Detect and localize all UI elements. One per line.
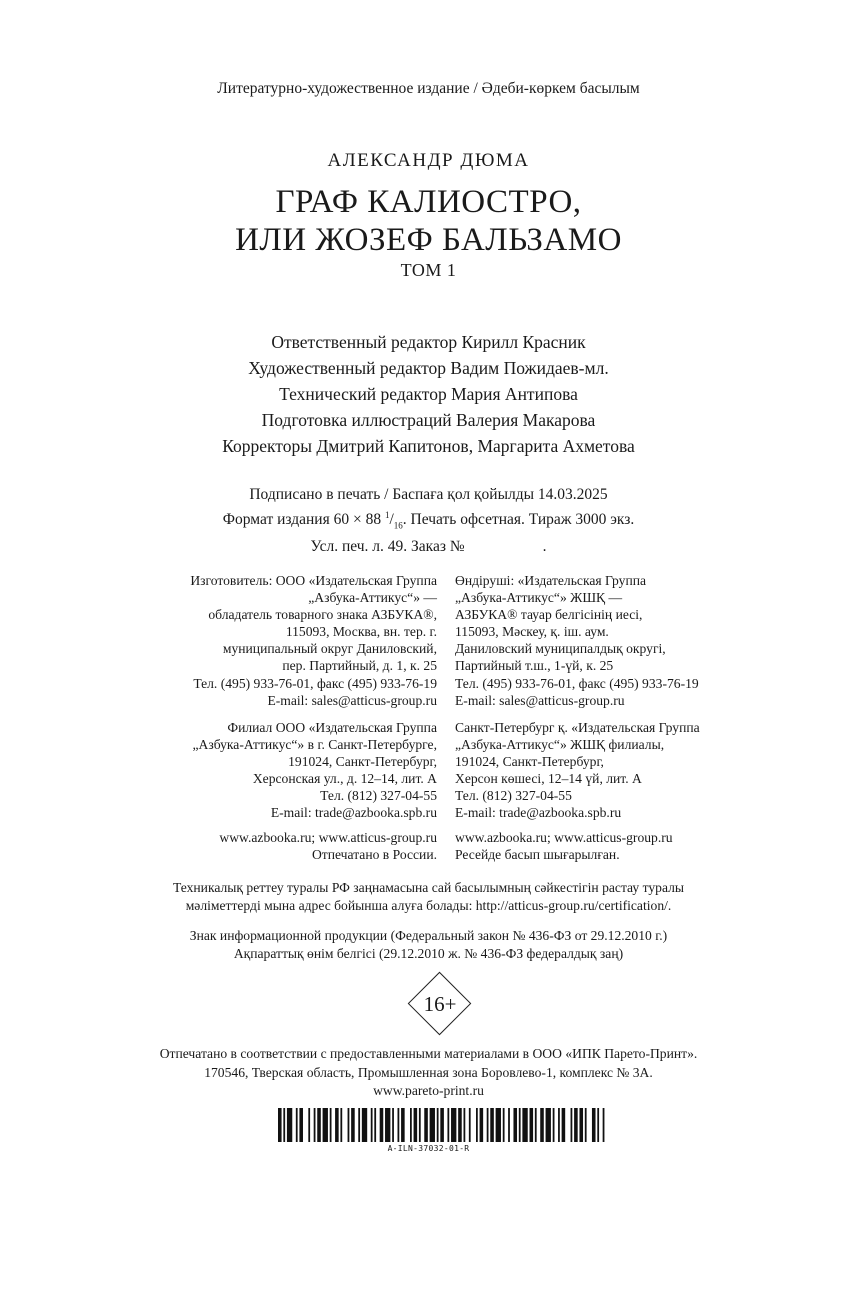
barcode-bar <box>496 1108 501 1142</box>
barcode-bar <box>480 1108 484 1142</box>
barcode-bar <box>419 1108 421 1142</box>
branch-ru-line: E-mail: trade@azbooka.spb.ru <box>270 805 437 821</box>
barcode-bar <box>451 1108 456 1142</box>
barcode-bar <box>278 1108 282 1142</box>
barcode-bar <box>458 1108 462 1142</box>
web-kz <box>455 829 673 863</box>
barcode-bar <box>553 1108 555 1142</box>
manufacturer-kz-line: „Азбука-Аттикус“» ЖШҚ — <box>455 590 623 606</box>
branch-ru-line: 191024, Санкт-Петербург, <box>288 754 437 770</box>
manufacturer-ru-line: Изготовитель: ООО «Издательская Группа <box>190 573 437 588</box>
web-ru <box>219 829 437 863</box>
manufacturer-ru-line: муниципальный округ Даниловский, <box>222 641 437 657</box>
book-title <box>0 183 857 259</box>
manufacturer-kz-line: Өндіруші: «Издательская Группа <box>455 573 647 588</box>
credit-line: Художественный редактор Вадим Пожидаев-мл. <box>248 358 609 378</box>
info-sign-line: Знак информационной продукции (Федеральный закон № 436-ФЗ от 29.12.2010 г.) <box>189 928 668 943</box>
barcode-bar <box>380 1108 384 1142</box>
barcode-bar <box>296 1108 298 1142</box>
manufacturer-kz-line: Тел. (495) 933-76-01, факс (495) 933-76-19 <box>455 675 699 691</box>
barcode-bar <box>535 1108 537 1142</box>
barcode-bar <box>469 1108 471 1142</box>
barcode-bar <box>440 1108 444 1142</box>
barcode-bar <box>358 1108 360 1142</box>
book-title-line-2: ИЛИ ЖОЗЕФ БАЛЬЗАМО <box>235 222 622 258</box>
barcode-bar <box>314 1108 316 1142</box>
branch-kz-line: Херсон көшесі, 12–14 үй, лит. А <box>455 771 642 787</box>
barcode-bar <box>464 1108 466 1142</box>
manufacturer-ru-line: 115093, Москва, вн. тер. г. <box>285 624 437 640</box>
barcode-bar <box>490 1108 494 1142</box>
barcode-bar <box>592 1108 596 1142</box>
branch-kz-line: Санкт-Петербург қ. «Издательская Группа <box>455 720 700 735</box>
manufacturer-ru-line: E-mail: sales@atticus-group.ru <box>267 692 437 708</box>
barcode-bar <box>317 1108 321 1142</box>
barcode-bar <box>597 1108 599 1142</box>
print-info <box>0 484 857 557</box>
barcode-bar <box>513 1108 517 1142</box>
branch-ru-line: Херсонская ул., д. 12–14, лит. А <box>252 771 437 787</box>
printer-line: 170546, Тверская область, Промышленная зона Боровлево-1, комплекс № 3А. <box>204 1064 653 1080</box>
barcode-bar <box>330 1108 332 1142</box>
credits-list <box>0 329 857 459</box>
barcode-bar <box>392 1108 394 1142</box>
barcode-bar <box>508 1108 510 1142</box>
barcode-bar <box>424 1108 428 1142</box>
manufacturer-kz-line: АЗБУКА® тауар белгісінің иесі, <box>455 607 643 623</box>
branch-kz <box>455 719 700 822</box>
age-rating-text: 16+ <box>423 992 457 1016</box>
branch-kz-line: E-mail: trade@azbooka.spb.ru <box>455 805 622 821</box>
volume-number: ТОМ 1 <box>400 260 457 280</box>
barcode-bar <box>398 1108 400 1142</box>
barcode-label: A-ILN-37032-01-R <box>387 1144 470 1153</box>
barcode-bar <box>487 1108 489 1142</box>
printer-info <box>0 1045 857 1101</box>
branch-kz-line: „Азбука-Аттикус“» ЖШҚ филиалы, <box>455 737 665 753</box>
format-slash: / <box>389 511 394 529</box>
barcode-bar <box>530 1108 534 1142</box>
certification-line: Техникалық реттеу туралы РФ заңнамасына сай басылымның сәйкестігін растау туралы <box>172 880 685 895</box>
format-denominator: 16 <box>393 520 403 531</box>
barcode-bar <box>558 1108 560 1142</box>
format-line <box>0 505 857 536</box>
barcode-bar <box>308 1108 310 1142</box>
sheets-prefix: Усл. печ. л. 49. Заказ № <box>310 538 465 556</box>
info-product-sign <box>0 927 857 962</box>
web-ru-line: Отпечатано в России. <box>311 847 437 863</box>
manufacturer-ru-line: Тел. (495) 933-76-01, факс (495) 933-76-19 <box>193 675 437 691</box>
format-numerator: 1 <box>384 510 390 520</box>
barcode-bar <box>323 1108 328 1142</box>
credit-line: Подготовка иллюстраций Валерия Макарова <box>261 410 596 430</box>
manufacturer-ru <box>190 572 437 709</box>
barcode-bar <box>430 1108 435 1142</box>
branch-ru <box>192 719 437 822</box>
barcode-bar <box>437 1108 439 1142</box>
branch-ru-line: Филиал ООО «Издательская Группа <box>227 720 437 735</box>
barcode-bar <box>540 1108 544 1142</box>
manufacturer-kz <box>455 572 699 709</box>
signed-date: Подписано в печать / Баспаға қол қойылды 14.03.2025 <box>249 486 608 503</box>
info-sign-line: Ақпараттық өнім белгісі (29.12.2010 ж. № 436-ФЗ федералдық заң) <box>233 945 624 961</box>
credit-line: Технический редактор Мария Антипова <box>279 384 578 404</box>
manufacturer-kz-line: Партийный т.ш., 1-үй, к. 25 <box>455 658 614 674</box>
barcode-bar <box>283 1108 285 1142</box>
barcode-bar <box>579 1108 583 1142</box>
format-prefix: Формат издания 60 × 88 <box>222 511 385 529</box>
branch-ru-line: „Азбука-Аттикус“» в г. Санкт-Петербурге, <box>192 737 437 753</box>
barcode-bar <box>362 1108 367 1142</box>
credit-line: Ответственный редактор Кирилл Красник <box>271 332 586 352</box>
barcode-bar <box>371 1108 373 1142</box>
web-ru-line: www.azbooka.ru; www.atticus-group.ru <box>219 830 437 845</box>
printer-line: Отпечатано в соответствии с предоставленными материалами в ООО «ИПК Парето-Принт». <box>159 1046 698 1061</box>
branch-kz-line: 191024, Санкт-Петербург, <box>455 754 604 770</box>
barcode-bar <box>340 1108 342 1142</box>
manufacturer-kz-line: Даниловский муниципалдық округі, <box>455 641 666 657</box>
manufacturer-ru-line: пер. Партийный, д. 1, к. 25 <box>282 658 437 674</box>
sheets-suffix: . <box>542 538 547 556</box>
author-name: АЛЕКСАНДР ДЮМА <box>327 150 530 171</box>
barcode-bar <box>348 1108 350 1142</box>
barcode-bar <box>351 1108 355 1142</box>
barcode-bar <box>410 1108 412 1142</box>
barcode-bar <box>585 1108 587 1142</box>
barcode-bar <box>447 1108 449 1142</box>
age-rating-badge <box>408 972 472 1036</box>
manufacturer-kz-line: E-mail: sales@atticus-group.ru <box>455 692 625 708</box>
barcode-bar <box>476 1108 478 1142</box>
barcode-bar <box>574 1108 578 1142</box>
barcode-bar <box>374 1108 376 1142</box>
barcode-bar <box>401 1108 405 1142</box>
barcode-bar <box>562 1108 566 1142</box>
certification-note <box>0 879 857 914</box>
barcode-bar <box>385 1108 390 1142</box>
barcode-bar <box>335 1108 339 1142</box>
web-kz-line: Ресейде басып шығарылған. <box>455 847 620 863</box>
sheets-line <box>0 536 857 557</box>
web-kz-line: www.azbooka.ru; www.atticus-group.ru <box>455 830 673 845</box>
manufacturer-ru-line: обладатель товарного знака АЗБУКА®, <box>208 607 437 623</box>
manufacturer-ru-line: „Азбука-Аттикус“» — <box>308 590 437 606</box>
barcode-bar <box>519 1108 521 1142</box>
branch-ru-line: Тел. (812) 327-04-55 <box>320 788 437 804</box>
credit-line: Корректоры Дмитрий Капитонов, Маргарита Ахметова <box>222 436 635 456</box>
manufacturer-kz-line: 115093, Мәскеу, қ. іш. аум. <box>455 624 609 640</box>
barcode-bar <box>287 1108 292 1142</box>
book-title-line-1: ГРАФ КАЛИОСТРО, <box>275 184 582 220</box>
edition-type: Литературно-художественное издание / Әдеби-көркем басылым <box>217 80 640 97</box>
barcode-bar <box>546 1108 551 1142</box>
format-suffix: . Печать офсетная. Тираж 3000 экз. <box>402 511 635 529</box>
barcode-bar <box>299 1108 303 1142</box>
barcode-bar <box>571 1108 573 1142</box>
barcode-icon <box>278 1108 608 1142</box>
barcode-bar <box>503 1108 505 1142</box>
printer-line: www.pareto-print.ru <box>373 1083 484 1098</box>
barcode-bar <box>522 1108 527 1142</box>
barcode-bar <box>414 1108 418 1142</box>
certification-line: мәліметтерді мына адрес бойынша алуға болады: http://atticus-group.ru/certification/. <box>185 897 672 913</box>
branch-kz-line: Тел. (812) 327-04-55 <box>455 788 572 804</box>
barcode-bar <box>603 1108 605 1142</box>
